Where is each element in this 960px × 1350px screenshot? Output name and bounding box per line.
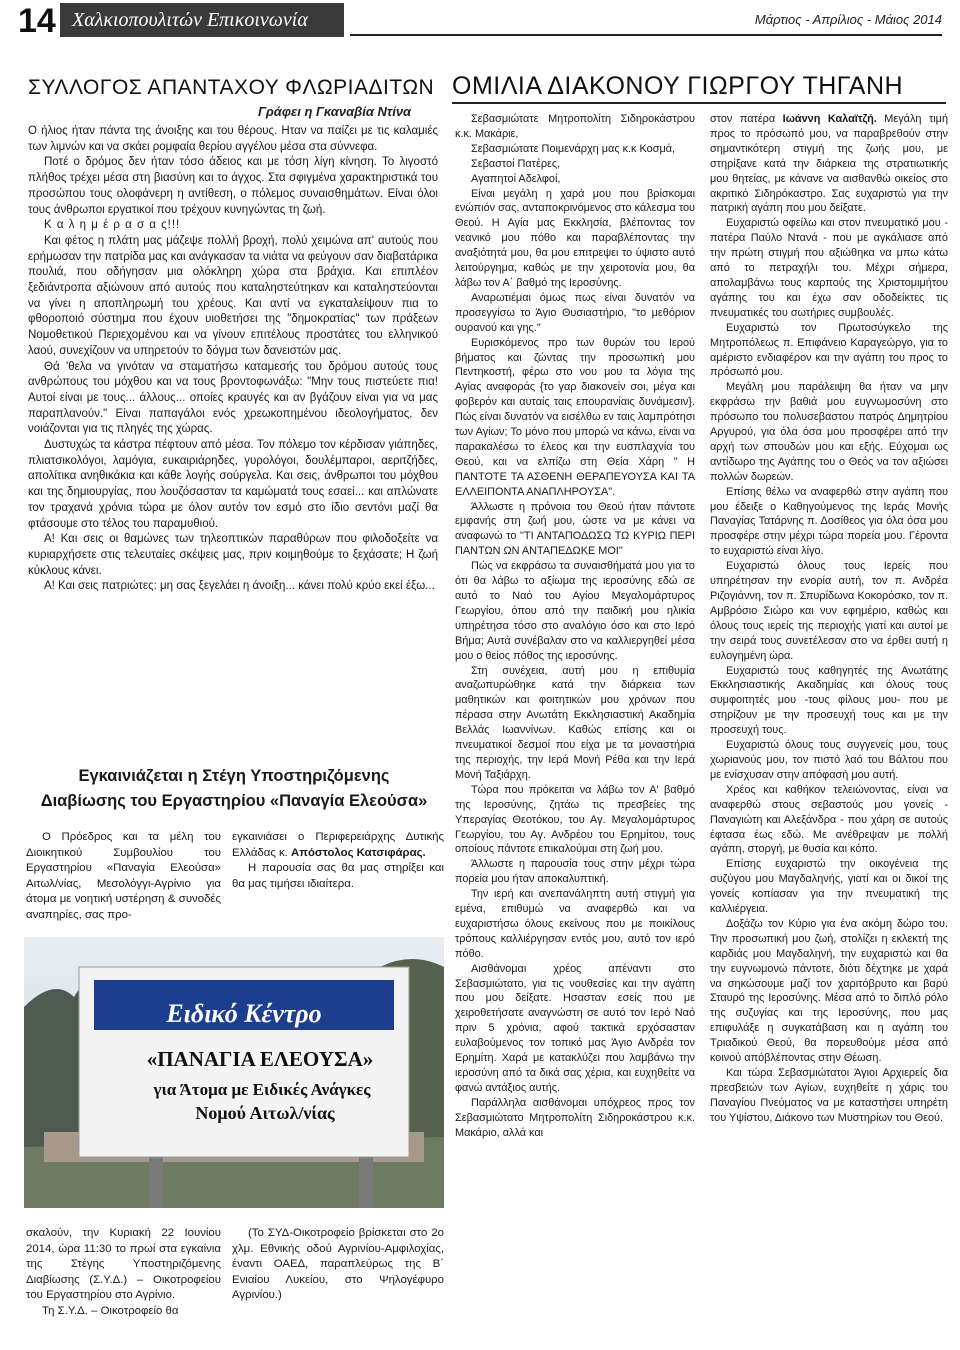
paragraph: Επίσης θέλω να αναφερθώ στην αγάπη που μου έδειξε ο Καθηγούμενος της Ιεράς Μονής Παναγίας Τατάρνης π. Δοσίθεος για όλα όσα μου προσφέρε στην μέχρι τώρα πορεία μου. Γέροντα το ευχαριστώ είναι λίγο. [710,485,948,558]
paragraph: Ο ήλιος ήταν πάντα της άνοιξης και του θέρους. Ηταν να παίζει με τις καλαμιές των λιμνών και να σκάει ρομφαία θερίου αγγέλου μέσα στα σύννεφα. [28,125,438,153]
paragraph: Ο Πρόεδρος και τα μέλη του Διοικητικού Συμβουλίου του Εργαστηρίου «Παναγία Ελεούσα» Αιτωλ/νίας, Μεσολόγγι-Αγρίνιο για άτομα με νοητική υστέρηση & συνοδές αναπηρίες, σας προ- [26,831,221,921]
paragraph: Α! Και σεις οι θαμώνες των τηλεοπτικών παραθύρων που φιλοδοξείτε να κυριαρχήσετε στις τελευταίες σκέψεις μας, πριν κοιμηθούμε το ξεχάσατε; Η ζωή κύκλους κάνει. [28,533,438,577]
paragraph: Θά 'θελα να γινόταν να σταματήσω καταμεσής του δρόμου αυτούς τους ανθρώπους του μόχθου και να τους βροντοφωνάξω: "Μην τους πιστεύετε πια! Αυτοί είναι με τους... άλλους... οποίες κραυγές και αν βγάζουν είναι για να μας παραπλανούν." Είναι παπαγάλοι ενός χρεωκοπημένου ιδεολογήματος, δεν νοιάζονται για τις πληγές της χώρας. [28,360,438,436]
sign-line: Νομού Αιτωλ/νίας [195,1103,335,1123]
sign-photo [24,937,444,1208]
paragraph: Ευχαριστώ όλους τους συγγενείς μου, τους χωριανούς μου, τον πιστό λαό του Βάλτου που με ενίσχυσαν στην απόφασή μου αυτή. [710,739,948,781]
paragraph: Τώρα που πρόκειται να λάβω τον Α' βαθμό της Ιεροσύνης, ζητάω τις πρεσβείες της Υπεραγίας Θεοτόκου, του Αγ. Μεγαλομάρτυρος Γεωργίου, του Αγ. Ανδρέου του Ερημίτου, τους οποίους πάντοτε επικαλούμαι στη ζωή μου. [455,783,695,856]
sign-line: «ΠΑΝΑΓΙΑ ΕΛΕΟΥΣΑ» [146,1047,374,1071]
paragraph: Α! Και σεις πατριώτες: μη σας ξεγελάει η άνοιξη... κάνει πολύ κρύο εκεί έξω... [44,580,435,593]
inauguration-col2-bottom [232,1226,444,1304]
paragraph: Στη συνέχεια, αυτή μου η επιθυμία αναζωπυρώθηκε κατά την διάρκεια των μαθητικών και φοιτητικών μου χρόνων που πέρασα στην Ανωτάτη Εκκλησιαστική Ακαδημία Βελλάς Ιωαννίνων. Καθώς επίσης και οι πνευματικοί δεσμοί που είχα με τα μοναστήρια της περιοχής, την Ιερά Μονή Ρέθα και την Ιερά Μονή Ταξιάρχη. [455,664,695,781]
paragraph: Άλλωστε η πρόνοια του Θεού ήταν πάντοτε εμφανής στη ζωή μου, ώστε να με κάνει να αναφωνώ το "ΤΙ ΑΝΤΑΠΟΔΩΣΩ ΤΩ ΚΥΡΙΩ ΠΕΡΙ ΠΑΝΤΩΝ ΩΝ ΑΝΤΑΠΕΔΩΚΕ ΜΟΙ" [455,500,695,558]
header-rule [350,34,942,36]
paragraph: Αναρωτιέμαι όμως πως είναι δυνατόν να προσεγγίσω το Άγιο Θυσιαστήριο, "το μεθόριον ουρανού και γης." [455,291,695,334]
inauguration-col1-top [26,830,221,924]
paragraph: Μεγάλη τιμή προς το πρόσωπό μου, να παραβρεθούν στην σημαντικότερη στιγμή της ζωής μου, με στηρίξανε κατά την διάρκεια της στρατιωτικής μου θητείας, με κάνανε να αισθανθώ οικείος στο ακριτικό Σιδηρόκαστρο. Σας ευχαριστώ για την πατρική αγάπη που μου δείξατε. [710,113,949,215]
masthead: Χαλκιοπουλιτών Επικοινωνία [60,3,344,37]
right-article-col1 [455,112,695,1141]
left-article-byline: Γράφει η Γκαναβία Ντίνα [258,104,412,119]
right-article-col2 [710,112,948,1126]
paragraph: Σεβαστοί Πατέρες, [471,157,561,170]
paragraph: Τη Σ.Υ.Δ. – Οικοτροφείο θα [42,1304,179,1317]
person-name: Ιωάννη Καλαϊτζή. [782,113,877,125]
paragraph: Είναι μεγάλη η χαρά μου που βρίσκομαι ενώπιόν σας, ανταποκρινόμενος στο κάλεσμα του Θεού. Η Αγία μας Εκκλησία, βλέποντας τον νεανικό μου πόθο και παραβλέποντας την αναξιότητά μου, θα μου επιτρεψει το ύψιστο αυτό λειτούργημα, καθώς με την χειροτονία μου, θα λάβω τον Α΄ βαθμό της Ιεροσύνης. [455,187,695,289]
paragraph: Αισθάνομαι χρέος απέναντι στο Σεβασμιώτατο, για τις νουθεσίες και την αγάπη που μου δείξατε. Ησασταν εσείς που με χειροθετήσατε αναγνώστη σε αυτό τον Ιερό Ναό πριν 5 χρόνια, αφού τακτικά ερχόσασταν ευλαβούμενος τον τοπικό μας Άγιο Ανδρέα τον Ερημίτη. Χαρά με κατακλύζει που λαμβάνω την ιεροσύνη από τα δικά σας χέρια, και ευχηθείτε να φανώ αντάξιος αυτής. [455,962,695,1094]
paragraph: Και φέτος η πλάτη μας μάζεψε πολλή βροχή, πολύ χειμώνα απ' αυτούς που ερήμωσαν την πατρίδα μας και ανάγκασαν τα νιάτα να φεύγουν σαν διαβατάρικα πουλιά, που οδήγησαν μια ολόκληρη χώρα στα βράχια. Και επιπλέον ξεδιάντροπα αξιώνουν από αυτούς που καταληστεύτηκαν και καταληστεύονται να γίνει η αποπληρωμή του χρέους. Και αντί να εγκαταλείψουν πια το φθοροποιό σύστημα που έχουν υιοθετήσει της "δημοκρατίας" των πράξεων Νομοθετικού Περιεχομένου και να γίνουν επιτέλους προστάτες του ελληνικού λαού, συνεχίζουν να υπηρετούν το δόγμα των δανειστών μας. [28,234,438,357]
page-number: 14 [18,2,56,40]
paragraph: Ευχαριστώ όλους τους Ιερείς που υπηρέτησαν την ενορία αυτή, τον π. Ανδρέα Ριζογιάννη, τον π. Σπυρίδωνα Κοκορόσκο, τον π. Αμβρόσιο Σιώρο και νυν εφημέριο, καθώς και όλους τους ιερείς της περιοχής γιατί και αυτοί με την σειρά τους συνετέλεσαν στο να έρθει αυτή η ευλογημένη ώρα. [710,560,948,662]
paragraph: στον πατέρα [710,113,776,125]
sign-line: για Άτομα με Ειδικές Ανάγκες [153,1080,371,1099]
headline-line: Διαβίωσης του Εργαστηρίου «Παναγία Ελεούσα» [40,792,428,810]
paragraph: Επίσης ευχαριστώ την οικογένεια της συζύγου μου Μαγδαληνής, γιατί και οι δικοί της γονείς κοπίασαν για την πνευματική της καλλιέργεια. [710,858,948,916]
issue-date: Μάρτιος - Απρίλιος - Μάιος 2014 [754,12,942,27]
paragraph: Μεγάλη μου παράλειψη θα ήταν να μην εκφράσω την βαθιά μου ευγνωμοσύνη στο πρόσωπο του πολυσεβαστου πατρός Δημητρίου Αργυρού, για όλα όσα μου προσφέρει από την αρχή των σπουδών μου και εξής. Εύχομαι ως αντίδωρο της Αγάπης του ο Θεός να τον αξιώσει πολλών δωρεών. [710,381,948,483]
paragraph: Δοξάζω τον Κύριο για ένα ακόμη δώρο του. Την προσωπική μου ζωή, στολίζει η εκλεκτή της καρδιάς μου Μαγδαληνή, την ευχαριστώ και θα την ευγνωμονώ πάντοτε, διότι δέχτηκε με χαρά να σηκώσουμε μαζί τον χαριτόβρυτο και βαρύ Σταυρό της Ιεροσύνης. Μέσα από το διπλό ρόλο της συζυγίας και της Ιεροσύνης, που μας επιφυλάξε η συγκατάβαση και η αγάπη του Τριαδικού Θεού, θα πορευθούμε μέσα από κοινού απόβλέποντας στην Θέωση. [710,917,948,1065]
paragraph: σκαλούν, την Κυριακή 22 Ιουνίου 2014, ώρα 11:30 το πρωί στα εγκαίνια της Στέγης Υποστηριζόμενης Διαβίωσης (Σ.Υ.Δ.) – Οικοτροφείου του Εργαστηρίου στο Αγρίνιο. [26,1227,221,1302]
paragraph: Και τώρα Σεβασμιώτατοι Άγιοι Αρχιερείς δια πρεσβειών των Αγίων, ευχηθείτε η χάρις του Παναγίου Πνεύματος να με καταστήσει υπηρέτη του Υψίστου, Διάκονο των Μυστηρίων του Θεού. [710,1067,948,1124]
headline-line: Εγκαινιάζεται η Στέγη Υποστηριζόμενης [78,767,390,785]
paragraph: Άλλωστε η παρουσία τους στην μέχρι τώρα πορεία μου ήταν αποκαλυπτική. [455,858,695,886]
paragraph: Ευρισκόμενος προ των θυρών του Ιερού βήματος και ζώντας την προσωπική μου Πεντηκοστή, φέρω στο νου μου τα λόγια της Αγίας αναφοράς {το γαρ διακονείν σοι, μέγα και φοβερόν και αυταίς ταις επουρανίαις δυνάμεσιν}. Πώς είναι δυνατόν να εισέλθω εν ταις λαμπρότησι των Αγίων; Το μόνο που μπορώ να κάνω, είναι να παρακαλέσω το έλεος και την ευσπλαχνία του Θεού, και να ελπίζω στη Θεία Χάρη " Η ΠΑΝΤΟΤΕ ΤΑ ΑΣΘΕΝΗ ΘΕΡΑΠΕΥΟΥΣΑ ΚΑΙ ΤΑ ΕΛΛΕΙΠΟΝΤΑ ΑΝΑΠΛΗΡΟΥΣΑ". [455,336,695,498]
right-article-title: ΟΜΙΛΙΑ ΔΙΑΚΟΝΟΥ ΓΙΩΡΓΟΥ ΤΗΓΑΝΗ [452,72,946,104]
paragraph: Ευχαριστώ οφείλω και στον πνευματικό μου - πατέρα Παύλο Ντανά - που με αγκάλιασε από την πρώτη στιγμή που αξιώθηκα να μπω κάτω από το πετραχήλι του. Μέχρι σήμερα, απολαμβάνω τους καρπούς της Χριστομιμήτου αγάπης του και έχω σαν οδοδείκτες τις πνευματικές του σωτήριες συμβουλές. [710,217,948,319]
paragraph: εγκαινιάσει ο Περιφερειάρχης Δυτικής Ελλάδας κ. [232,831,444,859]
inauguration-col1-bottom [26,1226,221,1320]
paragraph: Παράλληλα αισθάνομαι υπόχρεος προς τον Σεβασμιώτατο Μητροπολίτη Σιδηροκάστρου κ.κ. Μακάριο, αλλά και [455,1096,695,1139]
paragraph: Αγαπητοί Αδελφοί, [471,172,561,185]
paragraph: Χρέος και καθήκον τελειώνοντας, είναι να αναφερθώ στους σεβαστούς μου γονείς - Παναγιώτη και Αλεξάνδρα - που χάρη σε αυτούς έφτασα έως εδώ. Με ανέθρεψαν με πολλή αγάπη, στοργή, με θυσία και κόπο. [710,783,948,856]
greeting: Κ α λ η μ έ ρ α σ α ς!!! [44,219,181,232]
inauguration-headline [24,764,444,814]
sign-label: Ειδικό Κέντρο [166,999,322,1028]
paragraph: Την ιερή και ανεπανάληπτη αυτή στιγμή για εμένα, επιθυμώ να αναφερθώ και να ευχαριστήσω όλους εκείνους που με ποικίλους τρόπους καλλιέργησαν εντός μου, αυτό τον ιερό πόθο. [455,888,695,960]
left-article-body [28,124,438,595]
paragraph: Ευχαριστώ τους καθηγητές της Ανωτάτης Εκκλησιαστικής Ακαδημίας και όλους τους συμφοιτητές μου -τους φίλους μου- που με στηρίζουν με την προσευχή τους και με την προσευχή τους. [710,664,948,737]
page-header [0,0,960,42]
official-name: Απόστολος Κατσιφάρας. [291,846,426,859]
left-article-title: ΣΥΛΛΟΓΟΣ ΑΠΑΝΤΑΧΟΥ ΦΛΩΡΙΑΔΙΤΩΝ [28,76,435,99]
paragraph: Ποτέ ο δρόμος δεν ήταν τόσο άδειος και με τόση λίγη κίνηση. Το λιγοστό πλήθος τρέχει μέσα στη βιασύνη και το άγχος. Στα σφιγμένα χαρακτηριστικά του προσώπου τους ολοφάνερη η αντίθεση, ο πόλεμος συναισθημάτων. Είναι όλοι τους άνθρωποι εργατικοί που τρέχουν κυνηγώντας τη ζωή. [28,156,438,216]
paragraph: Πώς να εκφράσω τα συναισθήματά μου για το ότι θα λάβω το αξίωμα της ιεροσύνης εδώ σε αυτό το Ναό του Αγίου Μεγαλομάρτυρος Γεωργίου, όπου από την παιδική μου ηλικία υπηρέτησα τόσο στο αναλόγιο όσο και στο Ιερό Βήμα; Αυτά συνέβαλαν στο να καλλιεργηθεί μέσα μου ο θείος πόθος της ιεροσύνης. [455,560,695,662]
sign-photo-image [24,937,444,1208]
paragraph: (Το ΣΥΔ-Οικοτροφείο βρίσκεται στο 2ο χλμ. Εθνικής οδού Αγρινίου-Αμφιλοχίας, έναντι ΟΑΕΔ, παραπλεύρως της Β΄ Ενιαίου Λυκείου, στο Ψηλογέφυρο Αγρινίου.) [232,1227,444,1302]
paragraph: Η παρουσία σας θα μας στηρίξει και θα μας τιμήσει ιδιαίτερα. [232,862,444,890]
paragraph: Δυστυχώς τα κάστρα πέφτουν από μέσα. Τον πόλεμο τον κέρδισαν γιάπηδες, πλιατσικολόγοι, λαμόγια, ευκαιριάρηδες, γυρολόγοι, δουλέμπαροι, αεριτζήδες, απολίτικα ανηθικάκια και κάθε λογής σούργελα. Και σεις, άνθρωποι του μόχθου και της δημιουργίας, που λουζόσασταν τα καμώματά τους εσαεί... και απλώνατε τον τραχανά χρόνια τώρα με όλον αυτόν τον εσμό στο ίδιο σεντόνι μαζί θα φτάσουμε στο τέλος του παραμυθιού. [28,439,438,530]
inauguration-col2-top [232,830,444,892]
paragraph: Ευχαριστώ τον Πρωτοσύγκελο της Μητροπόλεως π. Επιφάνειο Καραγεώργο, για το αμέριστο ενδιαφέρον και την αγάπη του προς το πρόσωπό μου. [710,321,948,379]
paragraph: Σεβασμιώτατε Ποιμενάρχη μας κ.κ Κοσμά, [471,142,676,155]
paragraph: Σεβασμιώτατε Μητροπολίτη Σιδηροκάστρου κ.κ. Μακάριε, [455,113,695,140]
